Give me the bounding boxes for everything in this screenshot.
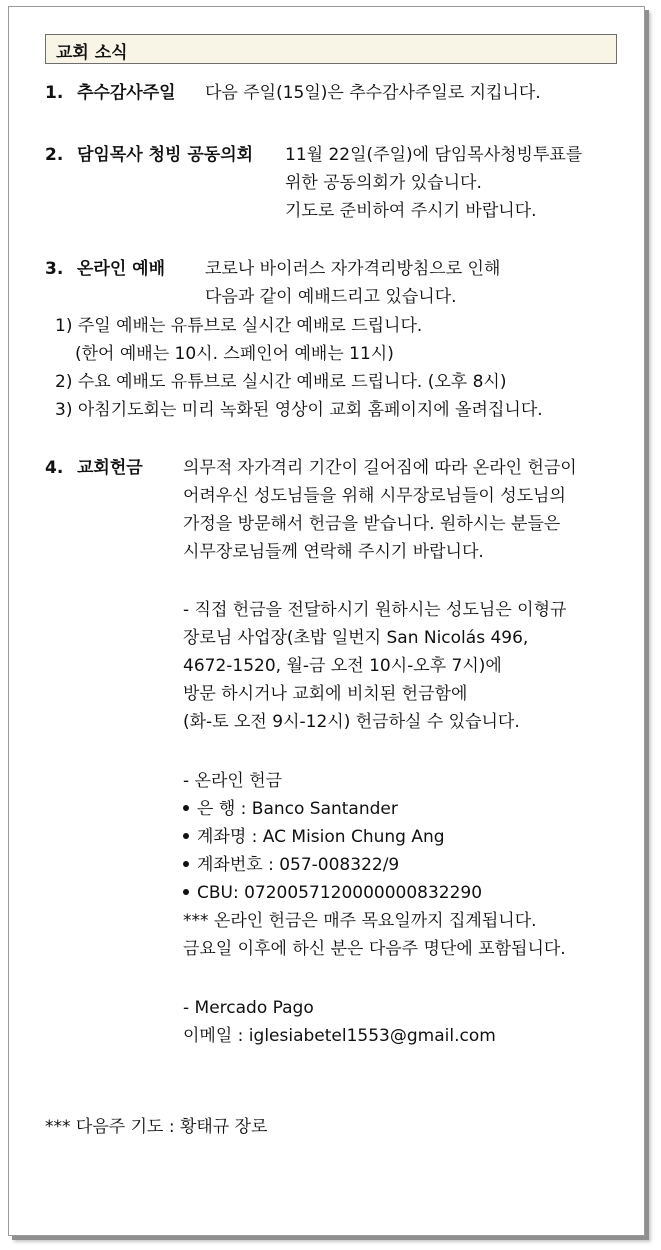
bank-info-line: CBU: 0720057120000000832290: [183, 883, 482, 903]
item-2-title: 담임목사 청빙 공동의회: [77, 145, 254, 165]
item-2-number: 2.: [45, 145, 64, 165]
item-3-number: 3.: [45, 259, 64, 279]
item-2-line: 기도로 준비하여 주시기 바랍니다.: [285, 201, 537, 221]
item-2-line: 11월 22일(주일)에 담임목사청빙투표를: [285, 145, 583, 165]
online-offering-title: - 온라인 헌금: [183, 771, 283, 791]
mercado-pago-email: 이메일 : iglesiabetel1553@gmail.com: [183, 1026, 496, 1046]
direct-offering-line: - 직접 헌금을 전달하시기 원하시는 성도님은 이형규: [183, 600, 567, 620]
section-header: [45, 34, 617, 64]
bank-info-line: 계좌번호 : 057-008322/9: [183, 855, 399, 875]
direct-offering-line: 4672-1520, 월-금 오전 10시-오후 7시)에: [183, 656, 502, 676]
item-1-line: 다음 주일(15일)은 추수감사주일로 지킵니다.: [205, 83, 541, 103]
item-3-line: 코로나 바이러스 자가격리방침으로 인해: [205, 259, 501, 279]
item-4-number: 4.: [45, 458, 64, 478]
bank-info-line: 은 행 : Banco Santander: [183, 799, 398, 819]
section-title: 교회 소식: [56, 43, 128, 63]
item-4-title: 교회헌금: [77, 458, 143, 478]
item-4-line: 시무장로님들께 연락해 주시기 바랍니다.: [183, 542, 484, 562]
online-offering-note: 금요일 이후에 하신 분은 다음주 명단에 포함됩니다.: [183, 939, 566, 959]
direct-offering-line: (화-토 오전 9시-12시) 헌금하실 수 있습니다.: [183, 712, 520, 732]
item-1-number: 1.: [45, 83, 64, 103]
item-3-title: 온라인 예배: [77, 259, 166, 279]
item-2-line: 위한 공동의회가 있습니다.: [285, 173, 482, 193]
item-3-subline: 2) 수요 예배도 유튜브로 실시간 예배로 드립니다. (오후 8시): [55, 372, 507, 392]
item-4-line: 의무적 자가격리 기간이 길어짐에 따라 온라인 헌금이: [183, 458, 577, 478]
bulletin-page: [8, 6, 645, 1236]
direct-offering-line: 방문 하시거나 교회에 비치된 헌금함에: [183, 684, 468, 704]
item-3-subline: (한어 예배는 10시. 스페인어 예배는 11시): [75, 344, 394, 364]
item-3-subline: 1) 주일 예배는 유튜브로 실시간 예배로 드립니다.: [55, 316, 423, 336]
item-4-line: 어려우신 성도님들을 위해 시무장로님들이 성도님의: [183, 486, 566, 506]
item-3-line: 다음과 같이 예배드리고 있습니다.: [205, 287, 457, 307]
direct-offering-line: 장로님 사업장(초밥 일번지 San Nicolás 496,: [183, 628, 529, 648]
online-offering-note: *** 온라인 헌금은 매주 목요일까지 집계됩니다.: [183, 911, 537, 931]
item-4-line: 가정을 방문해서 헌금을 받습니다. 원하시는 분들은: [183, 514, 561, 534]
item-3-subline: 3) 아침기도회는 미리 녹화된 영상이 교회 홈페이지에 올려집니다.: [55, 400, 543, 420]
next-week-prayer: *** 다음주 기도 : 황태규 장로: [45, 1117, 268, 1137]
mercado-pago-title: - Mercado Pago: [183, 998, 314, 1018]
item-1-title: 추수감사주일: [77, 83, 176, 103]
bank-info-line: 계좌명 : AC Mision Chung Ang: [183, 827, 445, 847]
